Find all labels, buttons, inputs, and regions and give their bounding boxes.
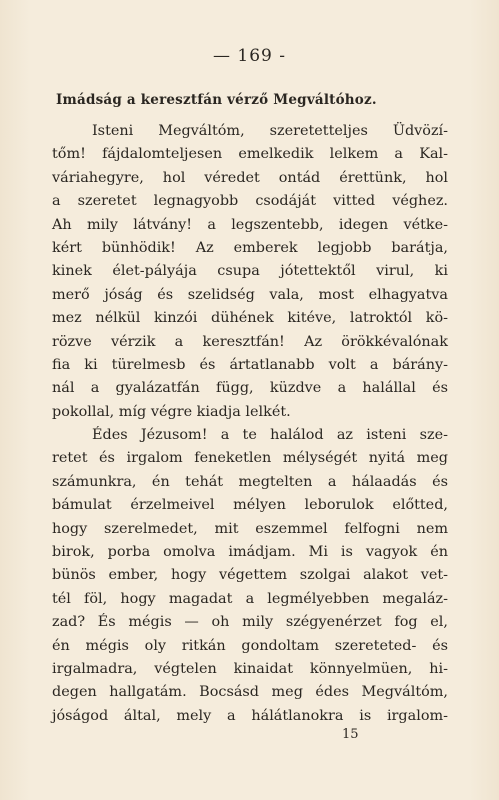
text-line: retet és irgalom feneketlen mélységét nyitá meg <box>52 450 448 467</box>
text-line: tőm! fájdalomteljesen emelkedik lelkem a Kal- <box>52 146 448 163</box>
prayer-heading: Imádság a keresztfán vérző Megváltóhoz. <box>56 92 377 108</box>
text-line: birok, porba omolva imádjam. Mi is vagyok én <box>52 544 448 561</box>
text-line: kért bünhödik! Az emberek legjobb barátja, <box>52 239 448 256</box>
text-line: degen hallgatám. Bocsásd meg édes Megváltóm, <box>52 684 448 701</box>
text-line: bünös ember, hogy végettem szolgai alakot vet- <box>52 567 448 584</box>
text-line: én mégis oly ritkán gondoltam szereteted- és <box>52 637 448 654</box>
text-line: Ah mily látvány! a legszentebb, idegen vétke- <box>52 216 448 233</box>
text-line: számunkra, én tehát megtelten a hálaadás és <box>52 473 448 490</box>
text-line: merő jóság és szelidség vala, most elhagyatva <box>52 286 448 303</box>
text-line: Isteni Megváltóm, szeretetteljes Üdvözí- <box>92 123 448 139</box>
text-line: nál a gyalázatfán függ, küzdve a halállal és <box>52 380 448 397</box>
page-number: — 169 - <box>213 46 286 66</box>
text-line: zad? És mégis — oh mily szégyenérzet fog el, <box>52 614 448 631</box>
text-line: bámulat érzelmeivel mélyen leborulok előtted, <box>52 497 448 514</box>
text-line: váriahegyre, hol véredet ontád érettünk, hol <box>52 169 448 186</box>
text-line: jóságod által, mely a hálátlanokra is irgalom- <box>52 707 448 724</box>
body-text <box>52 120 448 728</box>
text-line: rözve vérzik a keresztfán! Az örökkévalónak <box>52 333 448 350</box>
text-line: irgalmadra, végtelen kinaidat könnyelmüen, hi- <box>52 660 448 677</box>
text-line: hogy szerelmedet, mit eszemmel felfogni nem <box>52 520 448 537</box>
text-line: fia ki türelmesb és ártatlanabb volt a bárány- <box>52 356 448 373</box>
text-line: a szeretet legnagyobb csodáját vitted véghez. <box>52 193 448 210</box>
text-line: Édes Jézusom! a te halálod az isteni sze- <box>92 427 448 444</box>
text-line: tél föl, hogy magadat a legmélyebben megaláz- <box>52 590 448 607</box>
text-line: pokollal, míg végre kiadja lelkét. <box>52 403 291 420</box>
signature-mark: 15 <box>342 727 359 742</box>
text-line: kinek élet-pályája csupa jótettektől virul, ki <box>52 263 448 280</box>
text-line: mez nélkül kinzói dühének kitéve, latroktól kö- <box>52 310 448 327</box>
